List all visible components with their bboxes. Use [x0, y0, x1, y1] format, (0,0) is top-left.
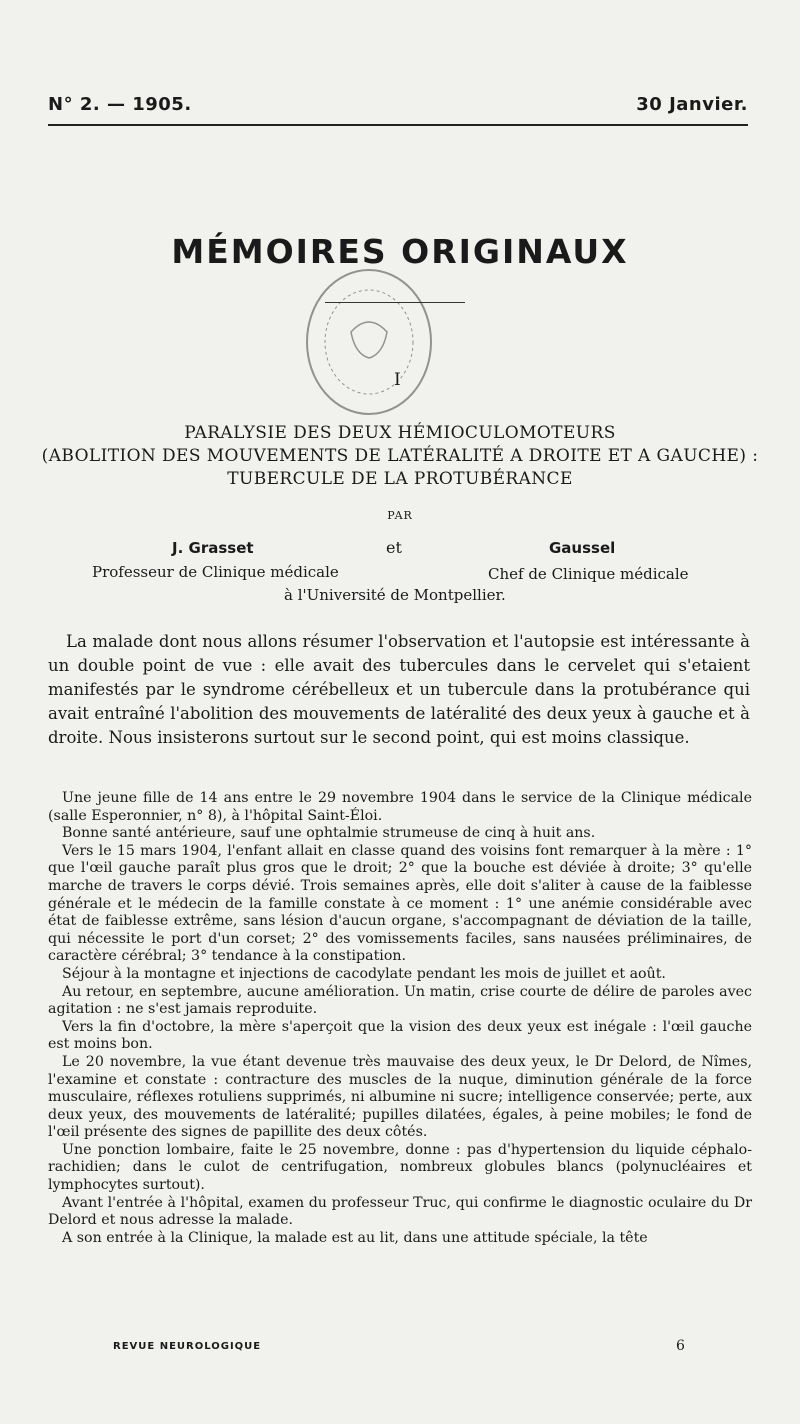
- issue-number: N° 2. — 1905.: [48, 94, 192, 115]
- body-paragraph: Une ponction lombaire, faite le 25 novembre, donne : pas d'hypertension du liquide céphalo-rachidien; dans le culot de centrifugation, nombreux globules blancs (polynucléaires et lymphocytes surtout).: [48, 1141, 752, 1194]
- body-paragraph: Une jeune fille de 14 ans entre le 29 novembre 1904 dans le service de la Clinique médicale (salle Esperonnier, n° 8), à l'hôpital Saint-Éloi.: [48, 790, 752, 824]
- article-title: [28, 422, 772, 491]
- author-conjunction: et: [386, 538, 402, 557]
- author-name-2: Gaussel: [549, 539, 616, 557]
- article-title-line: (ABOLITION DES MOUVEMENTS DE LATÉRALITÉ A DROITE ET A GAUCHE) :: [41, 446, 759, 466]
- body-paragraph: Au retour, en septembre, aucune amélioration. Un matin, crise courte de délire de paroles avec agitation : ne s'est jamais reproduite.: [48, 983, 752, 1018]
- article-number: I: [394, 370, 401, 390]
- article-title-line: PARALYSIE DES DEUX HÉMIOCULOMOTEURS: [184, 423, 616, 443]
- author-role-2: Chef de Clinique médicale: [488, 565, 689, 583]
- body-paragraph: Vers le 15 mars 1904, l'enfant allait en classe quand des voisins font remarquer à la mère : 1° que l'œil gauche paraît plus gros que le droit; 2° que la bouche est déviée à droite; 3° qu'elle marche de travers le corps dévié. Trois semaines après, elle doit s'aliter à cause de la faiblesse générale et le médecin de la famille constate à ce moment : 1° une anémie considérable avec état de faiblesse extrême, sans lésion d'aucun organe, s'accompagnant de déviation de la taille, qui nécessite le port d'un corset; 2° des vomissements faciles, sans nausées préliminaires, de caractère cérébral; 3° tendance à la constipation.: [48, 842, 752, 965]
- intro-paragraph: [48, 630, 750, 750]
- issue-date: 30 Janvier.: [636, 94, 748, 115]
- page-number: 6: [676, 1338, 685, 1354]
- title-rule: [325, 302, 465, 303]
- body-paragraph: Bonne santé antérieure, sauf une ophtalmie strumeuse de cinq à huit ans.: [62, 825, 596, 842]
- section-title: MÉMOIRES ORIGINAUX: [171, 232, 629, 271]
- byline-par: PAR: [387, 509, 413, 522]
- article-title-line: TUBERCULE DE LA PROTUBÉRANCE: [227, 469, 573, 489]
- body-paragraph: Vers la fin d'octobre, la mère s'aperçoit que la vision des deux yeux est inégale : l'œil gauche est moins bon.: [48, 1018, 752, 1053]
- institution: à l'Université de Montpellier.: [284, 586, 506, 604]
- journal-name: REVUE NEUROLOGIQUE: [113, 1341, 262, 1352]
- body-paragraph: A son entrée à la Clinique, la malade est au lit, dans une attitude spéciale, la tête: [62, 1229, 648, 1246]
- author-role-1: Professeur de Clinique médicale: [92, 563, 339, 581]
- header-rule: [48, 124, 748, 126]
- case-report: [48, 790, 752, 1247]
- author-name-1: J. Grasset: [172, 539, 254, 557]
- body-paragraph: Le 20 novembre, la vue étant devenue très mauvaise des deux yeux, le Dr Delord, de Nîmes, l'examine et constate : contracture des muscles de la nuque, diminution générale de la force musculaire, réflexes rotuliens supprimés, ni albumine ni sucre; intelligence conservée; perte, aux deux yeux, des mouvements de latéralité; pupilles dilatées, égales, à peine mobiles; le fond de l'œil présente des signes de papillite des deux côtés.: [48, 1053, 752, 1141]
- intro-text: La malade dont nous allons résumer l'observation et l'autopsie est intéressante à un double point de vue : elle avait des tubercules dans le cervelet qui s'etaient manifestés par le syndrome cérébelleux et un tubercule dans la protubérance qui avait entraîné l'abolition des mouvements de latéralité des deux yeux à gauche et à droite. Nous insisterons surtout sur le second point, qui est moins classique.: [48, 632, 750, 747]
- body-paragraph: Séjour à la montagne et injections de cacodylate pendant les mois de juillet et août.: [62, 965, 666, 982]
- library-stamp: [296, 262, 442, 422]
- page-header: [48, 94, 748, 115]
- body-paragraph: Avant l'entrée à l'hôpital, examen du professeur Truc, qui confirme le diagnostic oculaire du Dr Delord et nous adresse la malade.: [48, 1194, 752, 1229]
